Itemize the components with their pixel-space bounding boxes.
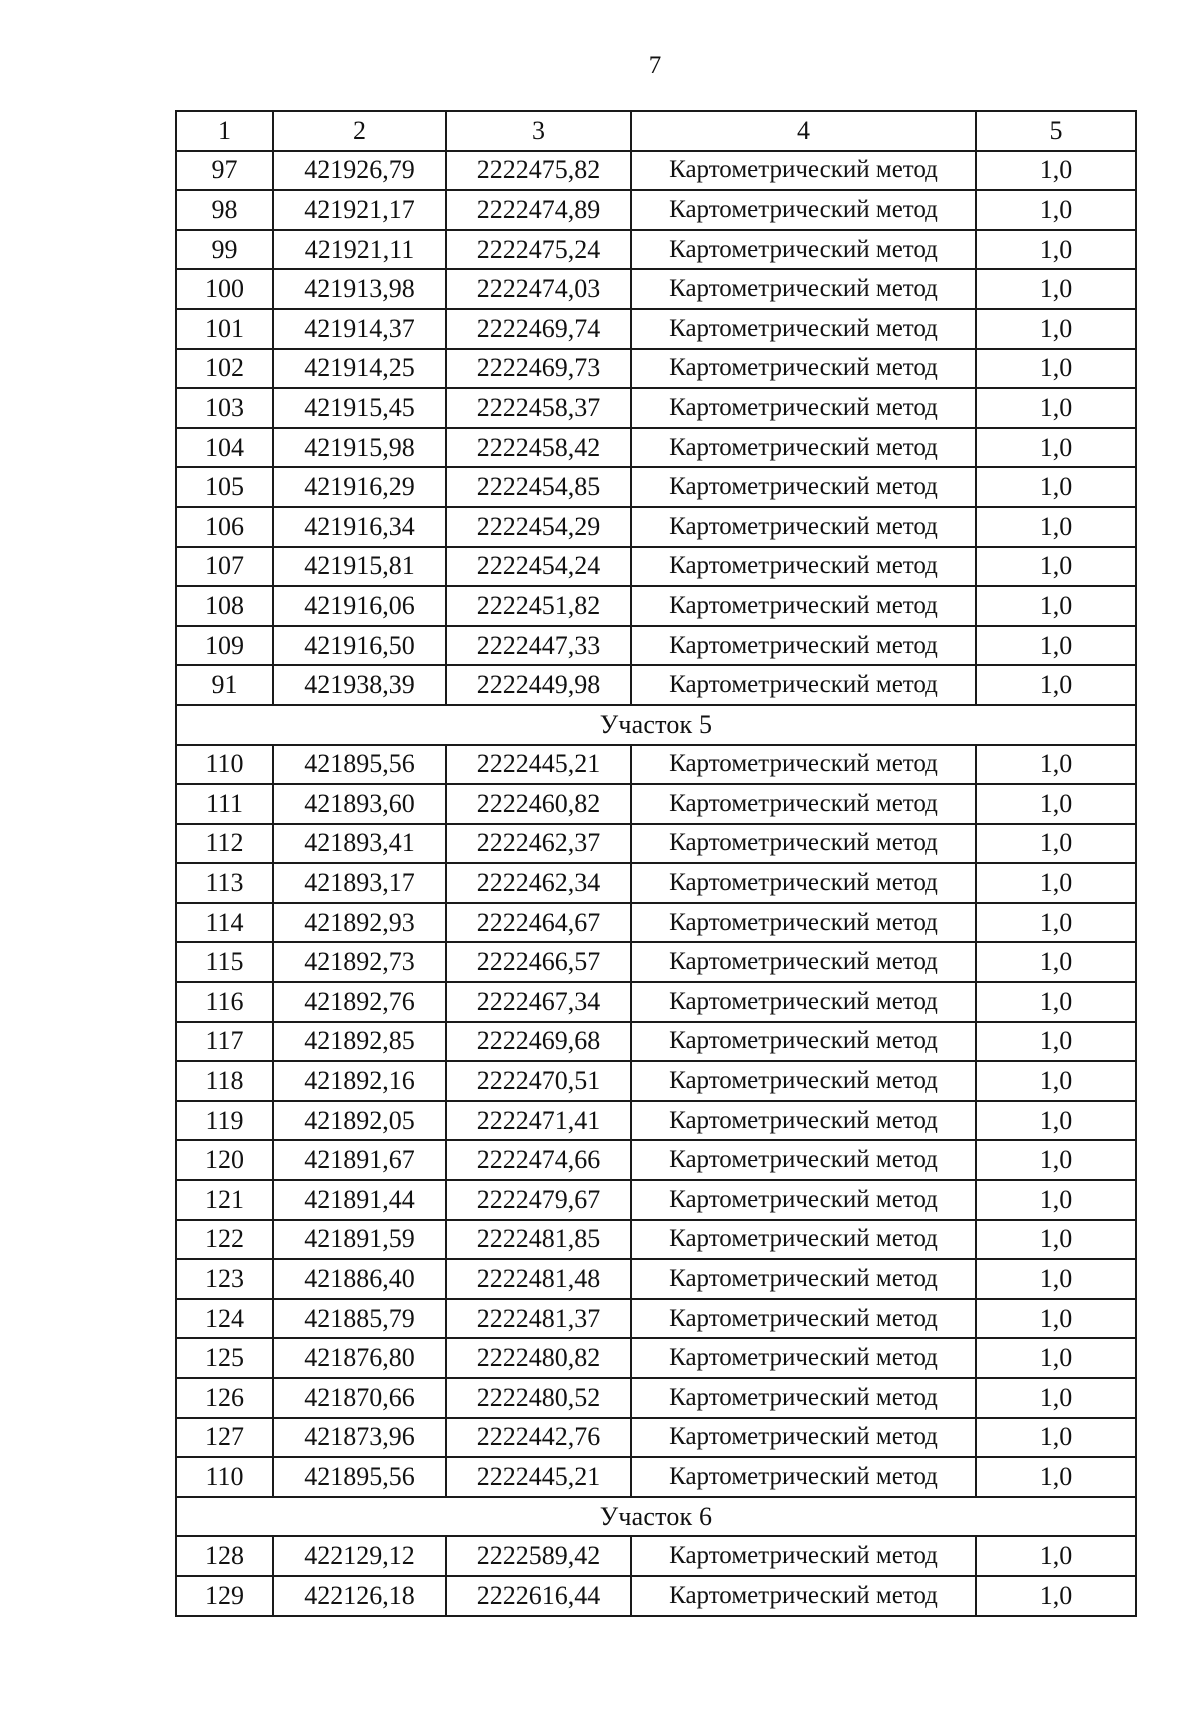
method-cell: Картометрический метод [631,982,976,1022]
method-cell: Картометрический метод [631,1140,976,1180]
point-number-cell: 105 [176,467,273,507]
x-coordinate-cell: 421892,16 [273,1061,446,1101]
method-cell: Картометрический метод [631,1457,976,1497]
y-coordinate-cell: 2222445,21 [446,1457,631,1497]
table-row [176,467,1136,507]
accuracy-cell: 1,0 [976,1536,1136,1576]
x-coordinate-cell: 421892,85 [273,1022,446,1062]
x-coordinate-cell: 421916,50 [273,626,446,666]
table-row [176,190,1136,230]
method-cell: Картометрический метод [631,467,976,507]
table-row [176,1338,1136,1378]
method-cell: Картометрический метод [631,824,976,864]
table-row [176,903,1136,943]
x-coordinate-cell: 421895,56 [273,1457,446,1497]
method-cell: Картометрический метод [631,1536,976,1576]
table-row [176,1220,1136,1260]
x-coordinate-cell: 421892,05 [273,1101,446,1141]
table-row [176,1180,1136,1220]
point-number-cell: 126 [176,1378,273,1418]
x-coordinate-cell: 421892,76 [273,982,446,1022]
section-label: Участок 5 [176,705,1136,745]
accuracy-cell: 1,0 [976,1576,1136,1616]
accuracy-cell: 1,0 [976,1022,1136,1062]
x-coordinate-cell: 421876,80 [273,1338,446,1378]
table-row [176,824,1136,864]
accuracy-cell: 1,0 [976,1299,1136,1339]
accuracy-cell: 1,0 [976,1061,1136,1101]
x-coordinate-cell: 421893,60 [273,784,446,824]
method-cell: Картометрический метод [631,1378,976,1418]
accuracy-cell: 1,0 [976,428,1136,468]
method-cell: Картометрический метод [631,626,976,666]
table-row [176,1418,1136,1458]
x-coordinate-cell: 421921,11 [273,230,446,270]
table-row [176,151,1136,191]
method-cell: Картометрический метод [631,1180,976,1220]
point-number-cell: 116 [176,982,273,1022]
accuracy-cell: 1,0 [976,863,1136,903]
x-coordinate-cell: 421885,79 [273,1299,446,1339]
point-number-cell: 104 [176,428,273,468]
table-row [176,1140,1136,1180]
accuracy-cell: 1,0 [976,467,1136,507]
accuracy-cell: 1,0 [976,507,1136,547]
x-coordinate-cell: 421873,96 [273,1418,446,1458]
y-coordinate-cell: 2222467,34 [446,982,631,1022]
y-coordinate-cell: 2222475,82 [446,151,631,191]
table-row [176,230,1136,270]
table-row [176,784,1136,824]
column-header-accuracy: 5 [976,111,1136,151]
point-number-cell: 109 [176,626,273,666]
table-row [176,507,1136,547]
y-coordinate-cell: 2222462,37 [446,824,631,864]
table-row [176,1061,1136,1101]
y-coordinate-cell: 2222464,67 [446,903,631,943]
y-coordinate-cell: 2222458,42 [446,428,631,468]
method-cell: Картометрический метод [631,1061,976,1101]
x-coordinate-cell: 421915,81 [273,547,446,587]
x-coordinate-cell: 421914,37 [273,309,446,349]
method-cell: Картометрический метод [631,1220,976,1260]
point-number-cell: 117 [176,1022,273,1062]
y-coordinate-cell: 2222589,42 [446,1536,631,1576]
method-cell: Картометрический метод [631,309,976,349]
accuracy-cell: 1,0 [976,1180,1136,1220]
x-coordinate-cell: 421893,17 [273,863,446,903]
column-header-point-number: 1 [176,111,273,151]
table-row [176,349,1136,389]
method-cell: Картометрический метод [631,863,976,903]
x-coordinate-cell: 421915,98 [273,428,446,468]
y-coordinate-cell: 2222462,34 [446,863,631,903]
x-coordinate-cell: 421891,59 [273,1220,446,1260]
accuracy-cell: 1,0 [976,269,1136,309]
accuracy-cell: 1,0 [976,309,1136,349]
method-cell: Картометрический метод [631,190,976,230]
x-coordinate-cell: 421926,79 [273,151,446,191]
table-row [176,309,1136,349]
x-coordinate-cell: 422129,12 [273,1536,446,1576]
y-coordinate-cell: 2222469,73 [446,349,631,389]
table-row [176,1101,1136,1141]
x-coordinate-cell: 422126,18 [273,1576,446,1616]
point-number-cell: 99 [176,230,273,270]
y-coordinate-cell: 2222451,82 [446,586,631,626]
y-coordinate-cell: 2222475,24 [446,230,631,270]
point-number-cell: 120 [176,1140,273,1180]
method-cell: Картометрический метод [631,269,976,309]
point-number-cell: 119 [176,1101,273,1141]
y-coordinate-cell: 2222480,82 [446,1338,631,1378]
y-coordinate-cell: 2222480,52 [446,1378,631,1418]
method-cell: Картометрический метод [631,151,976,191]
point-number-cell: 121 [176,1180,273,1220]
method-cell: Картометрический метод [631,1022,976,1062]
point-number-cell: 106 [176,507,273,547]
point-number-cell: 100 [176,269,273,309]
point-number-cell: 110 [176,745,273,785]
y-coordinate-cell: 2222474,66 [446,1140,631,1180]
table-row [176,1457,1136,1497]
y-coordinate-cell: 2222479,67 [446,1180,631,1220]
accuracy-cell: 1,0 [976,1338,1136,1378]
y-coordinate-cell: 2222460,82 [446,784,631,824]
accuracy-cell: 1,0 [976,745,1136,785]
y-coordinate-cell: 2222471,41 [446,1101,631,1141]
y-coordinate-cell: 2222616,44 [446,1576,631,1616]
x-coordinate-cell: 421891,67 [273,1140,446,1180]
accuracy-cell: 1,0 [976,784,1136,824]
x-coordinate-cell: 421913,98 [273,269,446,309]
table-row [176,1378,1136,1418]
x-coordinate-cell: 421921,17 [273,190,446,230]
method-cell: Картометрический метод [631,1418,976,1458]
section-row [176,1497,1136,1537]
method-cell: Картометрический метод [631,1338,976,1378]
point-number-cell: 129 [176,1576,273,1616]
method-cell: Картометрический метод [631,1101,976,1141]
point-number-cell: 97 [176,151,273,191]
point-number-cell: 118 [176,1061,273,1101]
method-cell: Картометрический метод [631,665,976,705]
table-row [176,1259,1136,1299]
y-coordinate-cell: 2222481,85 [446,1220,631,1260]
x-coordinate-cell: 421914,25 [273,349,446,389]
accuracy-cell: 1,0 [976,1457,1136,1497]
accuracy-cell: 1,0 [976,586,1136,626]
table-row [176,863,1136,903]
table-row [176,745,1136,785]
accuracy-cell: 1,0 [976,626,1136,666]
point-number-cell: 124 [176,1299,273,1339]
table-row [176,665,1136,705]
point-number-cell: 102 [176,349,273,389]
header-row [176,111,1136,151]
method-cell: Картометрический метод [631,903,976,943]
table-row [176,942,1136,982]
y-coordinate-cell: 2222454,29 [446,507,631,547]
accuracy-cell: 1,0 [976,903,1136,943]
point-number-cell: 128 [176,1536,273,1576]
x-coordinate-cell: 421916,06 [273,586,446,626]
table-body [176,151,1136,1616]
x-coordinate-cell: 421916,29 [273,467,446,507]
table-row [176,428,1136,468]
point-number-cell: 125 [176,1338,273,1378]
point-number-cell: 123 [176,1259,273,1299]
column-header-method: 4 [631,111,976,151]
method-cell: Картометрический метод [631,1259,976,1299]
accuracy-cell: 1,0 [976,1101,1136,1141]
point-number-cell: 107 [176,547,273,587]
method-cell: Картометрический метод [631,784,976,824]
x-coordinate-cell: 421895,56 [273,745,446,785]
accuracy-cell: 1,0 [976,1378,1136,1418]
method-cell: Картометрический метод [631,547,976,587]
method-cell: Картометрический метод [631,745,976,785]
accuracy-cell: 1,0 [976,151,1136,191]
y-coordinate-cell: 2222449,98 [446,665,631,705]
column-header-y: 3 [446,111,631,151]
point-number-cell: 127 [176,1418,273,1458]
column-header-x: 2 [273,111,446,151]
accuracy-cell: 1,0 [976,1418,1136,1458]
accuracy-cell: 1,0 [976,1259,1136,1299]
point-number-cell: 98 [176,190,273,230]
accuracy-cell: 1,0 [976,388,1136,428]
accuracy-cell: 1,0 [976,942,1136,982]
accuracy-cell: 1,0 [976,665,1136,705]
point-number-cell: 115 [176,942,273,982]
x-coordinate-cell: 421915,45 [273,388,446,428]
point-number-cell: 101 [176,309,273,349]
table-row [176,1022,1136,1062]
section-row [176,705,1136,745]
y-coordinate-cell: 2222481,37 [446,1299,631,1339]
method-cell: Картометрический метод [631,1576,976,1616]
table-row [176,1576,1136,1616]
accuracy-cell: 1,0 [976,1140,1136,1180]
y-coordinate-cell: 2222454,85 [446,467,631,507]
accuracy-cell: 1,0 [976,547,1136,587]
x-coordinate-cell: 421870,66 [273,1378,446,1418]
accuracy-cell: 1,0 [976,230,1136,270]
section-label: Участок 6 [176,1497,1136,1537]
y-coordinate-cell: 2222466,57 [446,942,631,982]
method-cell: Картометрический метод [631,230,976,270]
x-coordinate-cell: 421891,44 [273,1180,446,1220]
method-cell: Картометрический метод [631,586,976,626]
point-number-cell: 114 [176,903,273,943]
accuracy-cell: 1,0 [976,824,1136,864]
table-row [176,586,1136,626]
table-row [176,1536,1136,1576]
y-coordinate-cell: 2222469,74 [446,309,631,349]
accuracy-cell: 1,0 [976,190,1136,230]
y-coordinate-cell: 2222445,21 [446,745,631,785]
method-cell: Картометрический метод [631,388,976,428]
x-coordinate-cell: 421886,40 [273,1259,446,1299]
y-coordinate-cell: 2222470,51 [446,1061,631,1101]
accuracy-cell: 1,0 [976,982,1136,1022]
y-coordinate-cell: 2222454,24 [446,547,631,587]
y-coordinate-cell: 2222469,68 [446,1022,631,1062]
table-header [176,111,1136,151]
page-number: 7 [648,52,662,79]
point-number-cell: 113 [176,863,273,903]
method-cell: Картометрический метод [631,1299,976,1339]
y-coordinate-cell: 2222447,33 [446,626,631,666]
y-coordinate-cell: 2222474,03 [446,269,631,309]
table-row [176,982,1136,1022]
method-cell: Картометрический метод [631,507,976,547]
table-row [176,1299,1136,1339]
point-number-cell: 108 [176,586,273,626]
point-number-cell: 110 [176,1457,273,1497]
table-row [176,626,1136,666]
accuracy-cell: 1,0 [976,349,1136,389]
x-coordinate-cell: 421893,41 [273,824,446,864]
table-row [176,547,1136,587]
table-row [176,388,1136,428]
y-coordinate-cell: 2222442,76 [446,1418,631,1458]
x-coordinate-cell: 421916,34 [273,507,446,547]
accuracy-cell: 1,0 [976,1220,1136,1260]
point-number-cell: 91 [176,665,273,705]
point-number-cell: 103 [176,388,273,428]
y-coordinate-cell: 2222481,48 [446,1259,631,1299]
x-coordinate-cell: 421892,93 [273,903,446,943]
y-coordinate-cell: 2222474,89 [446,190,631,230]
point-number-cell: 122 [176,1220,273,1260]
method-cell: Картометрический метод [631,428,976,468]
x-coordinate-cell: 421938,39 [273,665,446,705]
method-cell: Картометрический метод [631,349,976,389]
x-coordinate-cell: 421892,73 [273,942,446,982]
point-number-cell: 111 [176,784,273,824]
coordinates-table [175,110,1137,1617]
table-row [176,269,1136,309]
method-cell: Картометрический метод [631,942,976,982]
y-coordinate-cell: 2222458,37 [446,388,631,428]
point-number-cell: 112 [176,824,273,864]
